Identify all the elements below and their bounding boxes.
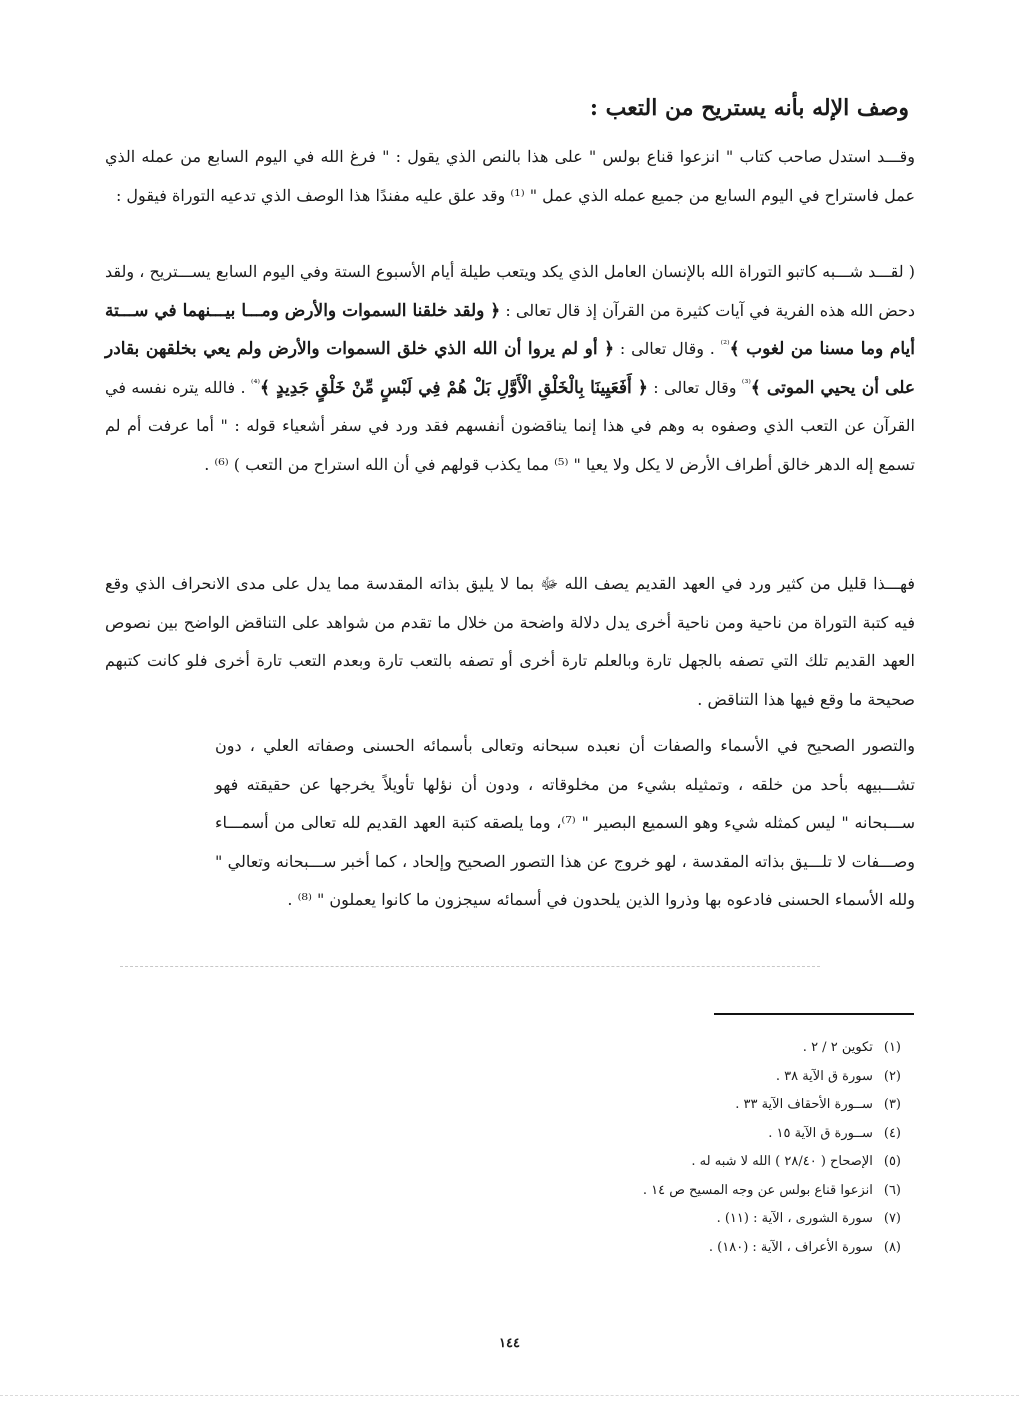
- paragraph-1-text: وقـــد استدل صاحب كتاب " انزعوا قناع بولس " على هذا بالنص الذي يقول : " فرغ الله في اليوم السابع من عمله الذي عمل فاستراح في اليوم السابع من جميع عمله الذي عمل " ⁽¹⁾ وقد علق عليه مفندًا هذا الوصف الذي تدعيه التوراة فيقول :: [105, 147, 915, 205]
- page-number: ١٤٤: [499, 1336, 520, 1351]
- footnote-number: (٨): [883, 1239, 901, 1255]
- footnote-number: (٤): [883, 1125, 901, 1141]
- paragraph-3: [105, 565, 915, 719]
- para2-text-1: ( لقـــد شـــبه كاتبو التوراة الله بالإنسان العامل الذي يكد ويتعب طيلة أيام الأسبوع الستة وفي اليوم السابع يســـتريح ، ولقد دحض الله هذه الفرية في آيات كثيرة من القرآن إذ قال تعالى :: [105, 262, 915, 320]
- para2-text-2: . وقال تعالى :: [619, 339, 715, 358]
- footnote-number: (١): [883, 1040, 901, 1055]
- dashed-divider: [120, 966, 820, 967]
- footnote-item: [643, 1148, 901, 1177]
- footnote-ref-2: ⁽²⁾: [720, 339, 730, 351]
- paragraph-4-text: والتصور الصحيح في الأسماء والصفات أن نعبده سبحانه وتعالى بأسمائه الحسنى وصفاته العلي ، دون تشـــبيهه بأحد من خلقه ، وتمثيله بشيء من مخلوقاته ، ودون أن نؤلها تأويلاً يخرجها عن حقيقته فهو ســـبحانه " ليس كمثله شيء وهو السميع البصير " ⁽⁷⁾، وما يلصقه كتبة العهد القديم لله تعالى من أسمـــاء وصـــفات لا تلـــيق بذاته المقدسة ، لهو خروج عن هذا التصور الصحيح وإلحاد ، كما أخبر ســـبحانه وتعالي " ولله الأسماء الحسنى فادعوه بها وذروا الذين يلحدون في أسمائه سيجزون ما كانوا يعملون " ⁽⁸⁾ .: [215, 736, 916, 909]
- paragraph-2: [105, 253, 915, 484]
- para2-text-4: . فالله يتره نفسه في القرآن عن التعب الذي وصفوه به وهم في هذا إنما يناقضون أنفسهم فقد ورد في سفر أشعياء قوله : " أما عرفت أم لم تسمع إله الدهر خالق أطراف الأرض لا يكل ولا يعيا " ⁽⁵⁾ مما يكذب قولهم في أن الله استراح من التعب ) ⁽⁶⁾ .: [105, 377, 916, 474]
- footnote-text: سورة الأعراف ، الآية : (١٨٠) .: [708, 1239, 873, 1255]
- footnote-text: الإصحاح ( ٢٨/٤٠ ) الله لا شبه له .: [691, 1154, 873, 1169]
- quran-quote-1: ﴿ ولقد خلقنا السموات والأرض ومـــا بيـــنهما في ســـتة أيام وما مسنا من لغوب ﴾: [105, 300, 915, 359]
- footnote-text: ســورة الأحقاف الآية ٣٣ .: [735, 1097, 873, 1112]
- paragraph-4: [215, 727, 915, 920]
- footnote-number: (٦): [883, 1182, 901, 1198]
- footnote-item: [643, 1205, 901, 1234]
- paragraph-3-text: فهـــذا قليل من كثير ورد في العهد القديم يصف الله ﷻ بما لا يليق بذاته المقدسة مما يدل على مدى الانحراف الذي وقع فيه كتبة التوراة من ناحية ومن ناحية أخرى يدل دلالة واضحة من خلال ما تقدم من شواهد على التناقض الواضح بين نصوص العهد القديم تلك التي تصفه بالجهل تارة وبالعلم تارة أخرى أو تصفه بالتعب تارة وبعدم التعب تارة أخرى فلو كانت كتبهم صحيحة ما وقع فيها هذا التناقض .: [105, 574, 916, 709]
- footnote-text: انزعوا قناع بولس عن وجه المسيح ص ١٤ .: [642, 1182, 873, 1198]
- footnote-item: [643, 1177, 901, 1206]
- quran-quote-2: ﴿ أو لم يروا أن الله الذي خلق السموات والأرض ولم يعي بخلقهن بقادر على أن يحيي الموتى ﴾: [105, 339, 916, 398]
- footnote-item: [643, 1234, 901, 1263]
- para2-text-3: وقال تعالى :: [653, 377, 737, 397]
- footnote-text: ســورة ق الآية ١٥ .: [768, 1125, 873, 1141]
- footnote-ref-3: ⁽³⁾: [741, 378, 751, 390]
- footnote-text: سورة ق الآية ٣٨ .: [775, 1068, 873, 1084]
- footnote-item: [643, 1063, 901, 1092]
- section-heading: وصف الإله بأنه يستريح من التعب :: [589, 95, 909, 121]
- quran-quote-3: ﴿ أَفَعَيِينَا بِالْخَلْقِ الْأَوَّلِ بَلْ هُمْ فِي لَبْسٍ مِّنْ خَلْقٍ جَدِيدٍ ﴾: [259, 377, 648, 398]
- bottom-scan-line: [0, 1395, 1019, 1396]
- footnote-number: (٥): [883, 1154, 901, 1169]
- paragraph-1: [105, 138, 915, 215]
- footnote-item: [643, 1120, 901, 1149]
- footnote-number: (٣): [883, 1097, 901, 1112]
- footnote-number: (٧): [883, 1211, 901, 1226]
- footnote-item: [643, 1091, 901, 1120]
- footnote-ref-4: ⁽⁴⁾: [250, 378, 260, 390]
- footnotes-list: [643, 1034, 901, 1262]
- footnote-item: [643, 1034, 901, 1063]
- footnote-text: تكوين ٢ / ٢ .: [802, 1040, 873, 1055]
- paragraph-2-text: [105, 253, 915, 484]
- footnote-separator: [714, 1013, 914, 1015]
- footnote-number: (٢): [883, 1068, 901, 1084]
- footnote-text: سورة الشورى ، الآية : (١١) .: [716, 1211, 873, 1226]
